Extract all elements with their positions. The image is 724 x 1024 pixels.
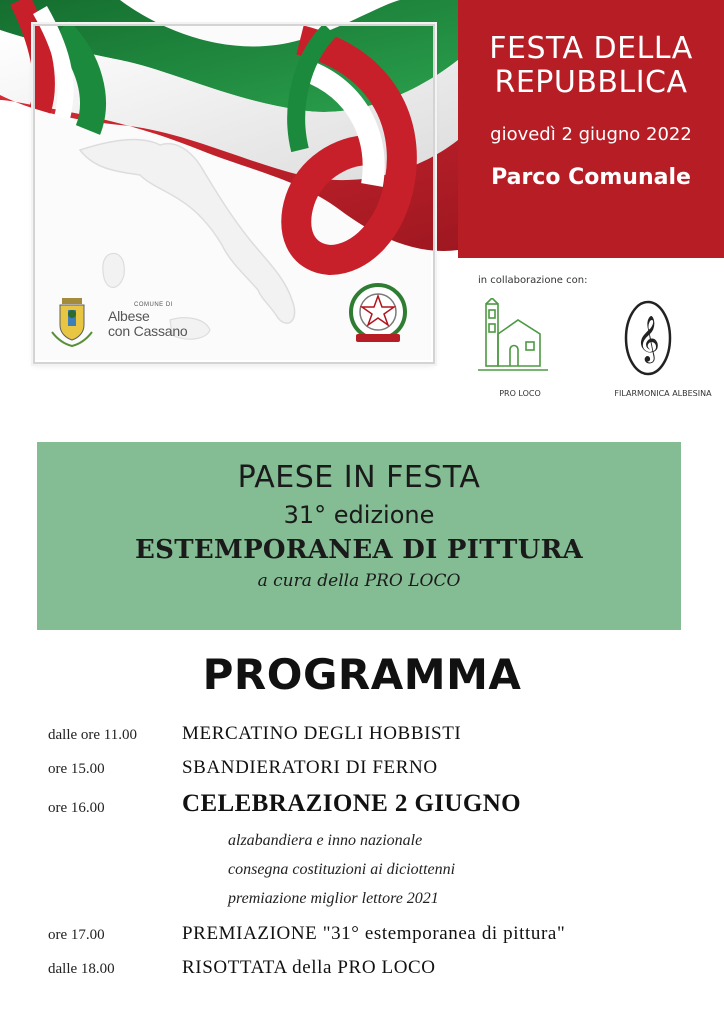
comune-name-line2: con Cassano [108, 323, 188, 339]
program-sub-item: premiazione miglior lettore 2021 [228, 890, 439, 907]
comune-small-label: COMUNE DI [134, 302, 173, 308]
program-item [0, 922, 724, 952]
program-title: PROGRAMMA [202, 650, 522, 699]
filarmonica-logo-icon [622, 300, 674, 378]
program-time: ore 17.00 [48, 927, 105, 943]
program-time: ore 15.00 [48, 761, 105, 777]
hero-image [0, 0, 458, 392]
program-sub-item: consegna costituzioni ai diciottenni [228, 861, 456, 878]
filarmonica-label: FILARMONICA ALBESINA [614, 389, 712, 398]
program-event: PREMIAZIONE "31° estemporanea di pittura" [182, 923, 566, 944]
event-title [458, 32, 724, 100]
program-event: CELEBRAZIONE 2 GIUGNO [182, 790, 522, 817]
comune-logo [108, 302, 188, 338]
pro-loco-label: PRO LOCO [499, 389, 541, 398]
program-time: dalle ore 11.00 [48, 727, 137, 743]
program-sub-item: alzabandiera e inno nazionale [228, 832, 423, 849]
event-info-box [37, 442, 681, 630]
program-item [0, 756, 724, 786]
program-event: MERCATINO DEGLI HOBBISTI [182, 723, 462, 744]
event-subtitle: ESTEMPORANEA DI PITTURA [135, 535, 583, 565]
program-item [0, 790, 724, 820]
program-time: ore 16.00 [48, 800, 105, 816]
header-box [458, 0, 724, 258]
program-item [0, 722, 724, 752]
program-event: SBANDIERATORI DI FERNO [182, 757, 438, 778]
event-date: giovedì 2 giugno 2022 [490, 124, 692, 145]
program-event: RISOTTATA della PRO LOCO [182, 957, 436, 978]
hero-frame [33, 24, 435, 364]
event-title-line2: REPUBBLICA [494, 65, 688, 100]
comune-name-line1: Albese [108, 308, 150, 324]
event-venue: Parco Comunale [491, 165, 691, 190]
pro-loco-logo-icon [478, 298, 548, 380]
collaboration-label: in collaborazione con: [478, 275, 588, 286]
event-heading: PAESE IN FESTA [237, 460, 481, 495]
program-item [0, 956, 724, 986]
event-organizer: a cura della PRO LOCO [257, 571, 461, 591]
event-title-line1: FESTA DELLA [489, 31, 693, 66]
svg-text:𝄞: 𝄞 [636, 316, 660, 362]
program-time: dalle 18.00 [48, 961, 115, 977]
event-edition: 31° edizione [283, 501, 435, 529]
